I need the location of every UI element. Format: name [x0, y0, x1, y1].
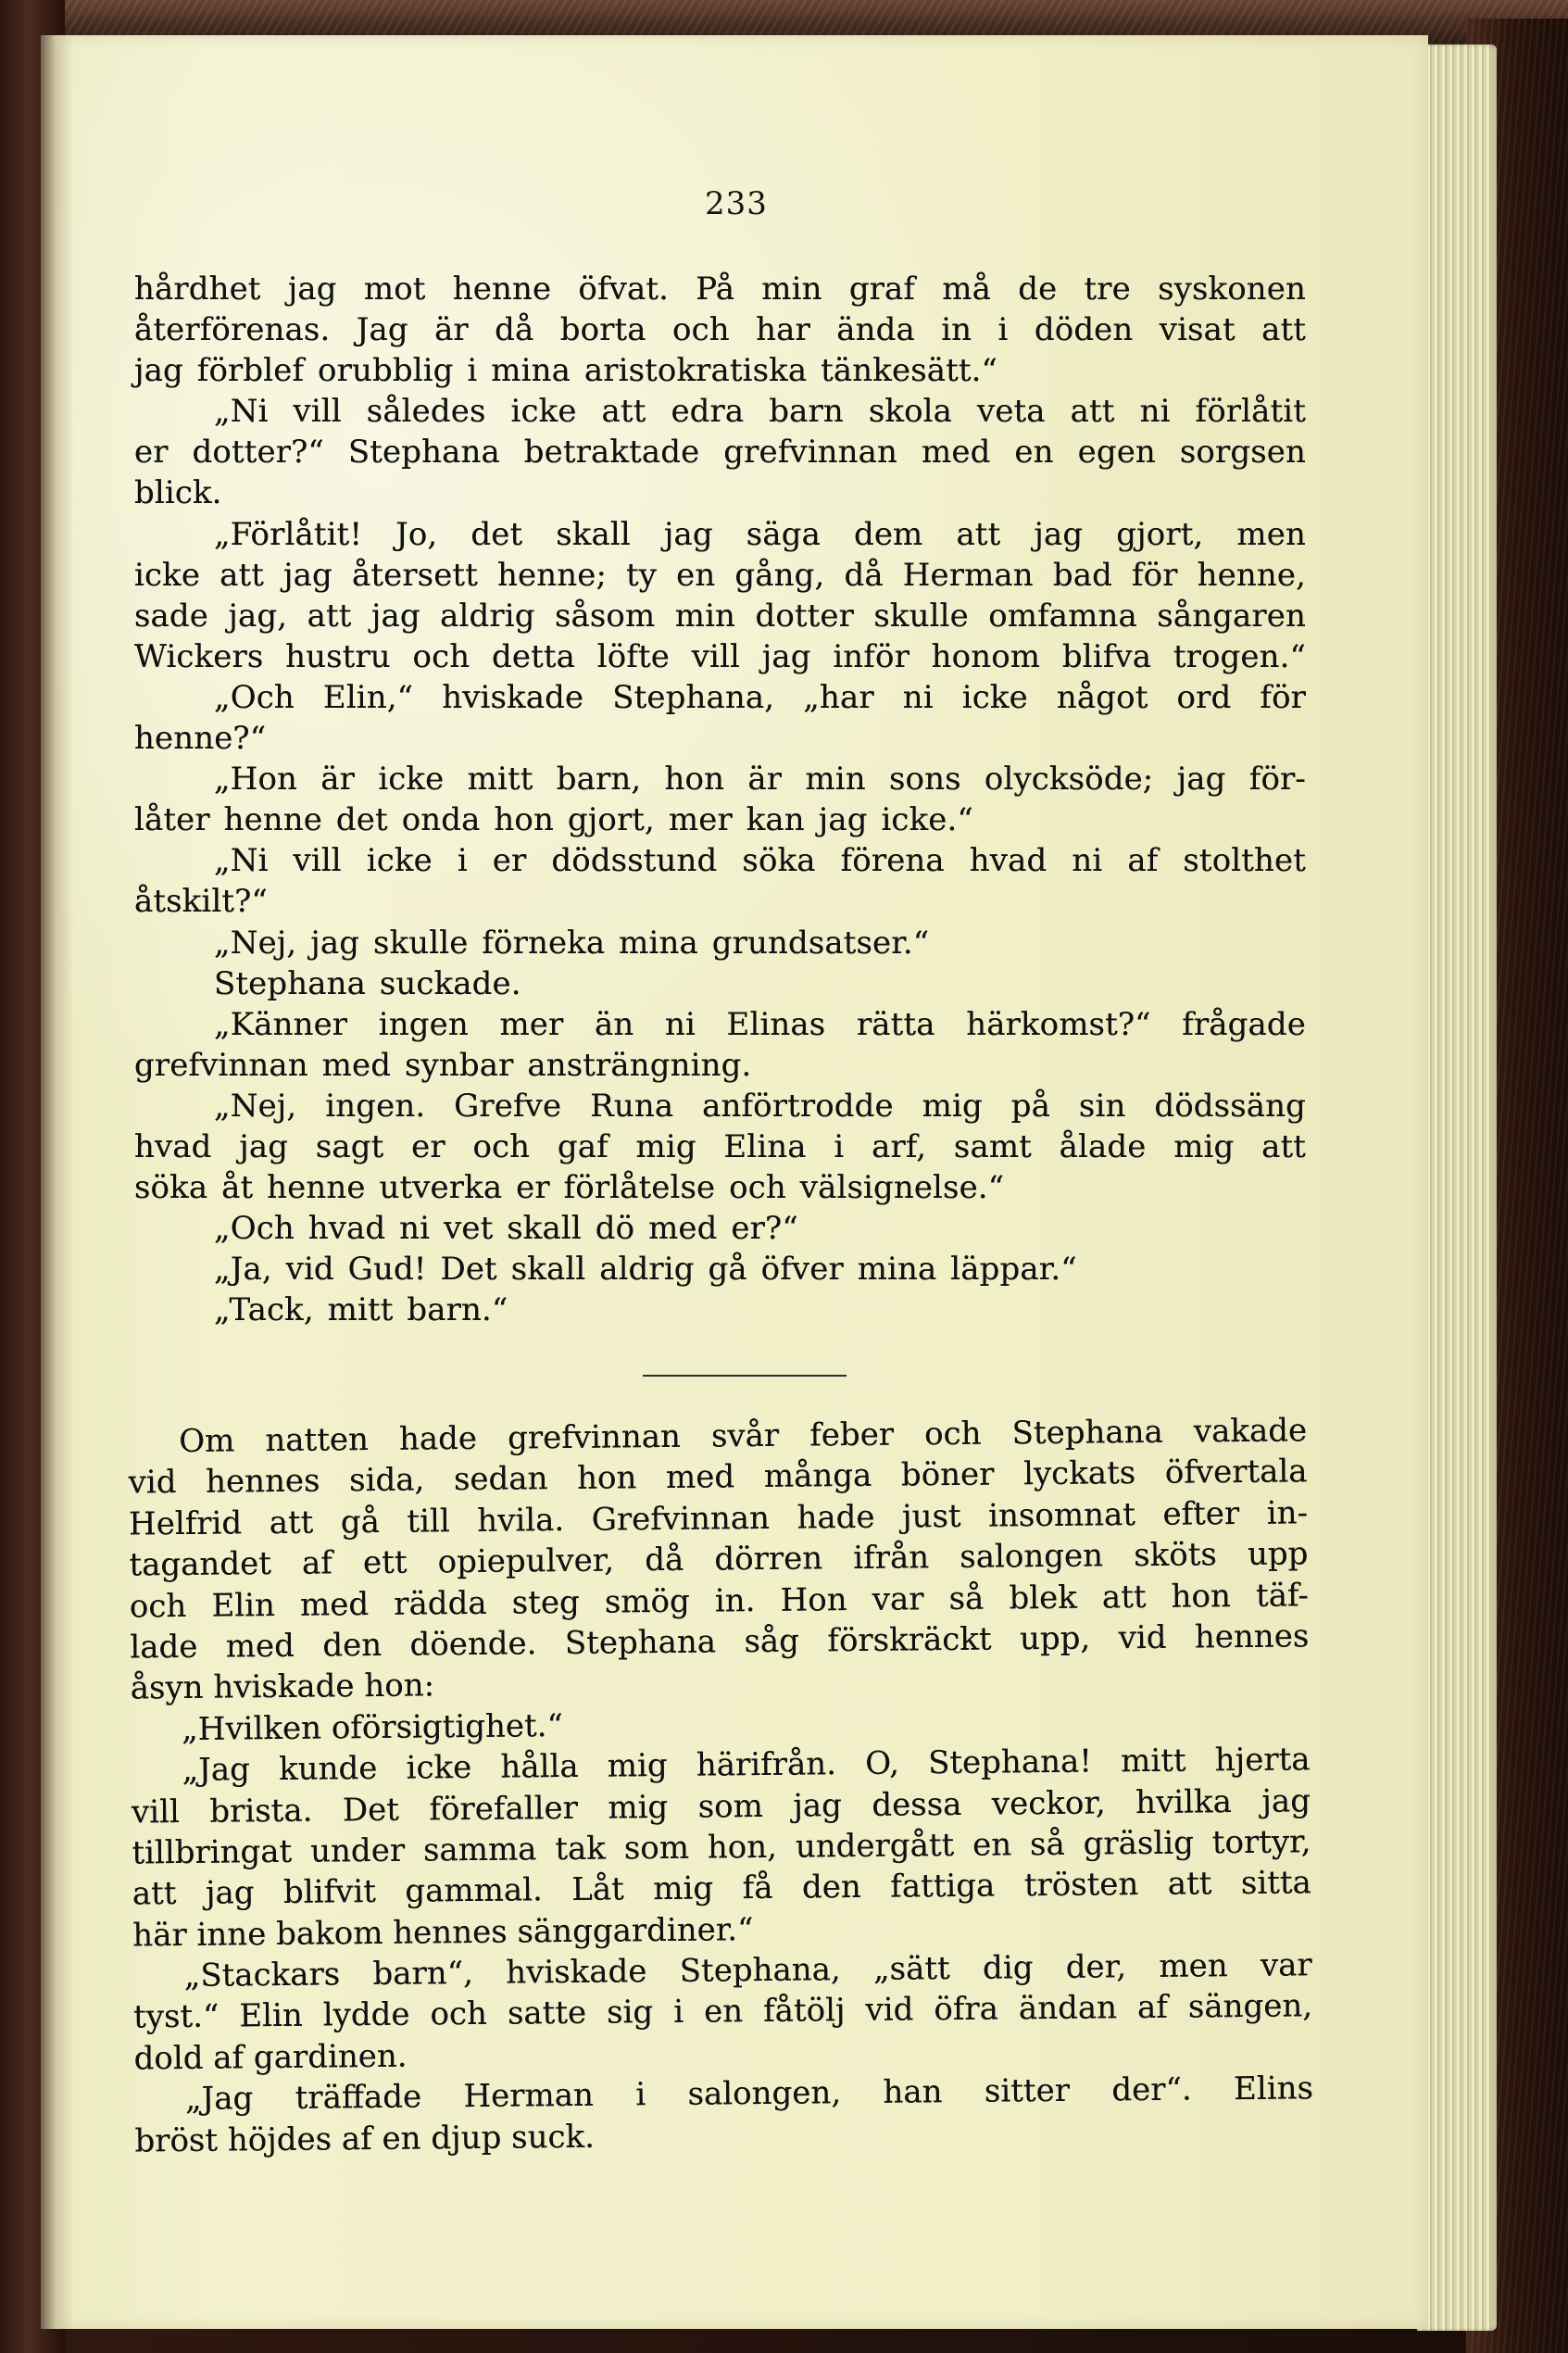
text-line: „Och hvad ni vet skall dö med er?“: [214, 1210, 798, 1248]
text-line: tillbringat under samma tak som hon, undergått en så gräslig tortyr,: [132, 1823, 1311, 1872]
text-line: sade jag, att jag aldrig såsom min dotter skulle omfamna sångaren: [134, 597, 1306, 635]
text-line: „Och Elin,“ hviskade Stephana, „har ni icke något ord för: [214, 678, 1306, 716]
page-edges: [1417, 44, 1497, 2331]
text-line: söka åt henne utverka er förlåtelse och välsignelse.“: [134, 1169, 1005, 1207]
text-line: blick.: [134, 474, 222, 512]
text-line: „Nej, ingen. Grefve Runa anförtrodde mig på sin dödssäng: [214, 1087, 1306, 1125]
text-line: „Nej, jag skulle förneka mina grundsatser.“: [214, 924, 930, 962]
upper-text-block: [134, 269, 1306, 1330]
text-line: „Hvilken oförsigtighet.“: [182, 1706, 564, 1748]
text-line: Stephana suckade.: [214, 964, 521, 1002]
text-line: icke att jag återsett henne; ty en gång, då Herman bad för henne,: [134, 556, 1306, 594]
text-line: bröst höjdes af en djup suck.: [134, 2118, 596, 2160]
text-line: återförenas. Jag är då borta och har ända in i döden visat att: [134, 311, 1306, 349]
text-line: lade med den döende. Stephana såg förskräckt upp, vid hennes: [130, 1617, 1310, 1667]
text-line: dold af gardinen.: [133, 2037, 408, 2078]
text-line: och Elin med rädda steg smög in. Hon var så blek att hon täf-: [129, 1576, 1310, 1626]
text-line: „Ni vill icke i er dödsstund söka förena hvad ni af stolthet: [214, 842, 1306, 880]
text-line: Wickers hustru och detta löfte vill jag inför honom blifva trogen.“: [134, 637, 1306, 675]
section-separator: [643, 1375, 847, 1377]
text-line: er dotter?“ Stephana betraktade grefvinnan med en egen sorgsen: [134, 434, 1306, 472]
text-line: låter henne det onda hon gjort, mer kan jag icke.“: [134, 801, 973, 839]
text-line: „Hon är icke mitt barn, hon är min sons olycksöde; jag för-: [214, 761, 1306, 799]
text-line: „Jag kunde icke hålla mig härifrån. O, Stephana! mitt hjerta: [182, 1741, 1311, 1790]
text-line: grefvinnan med synbar ansträngning.: [134, 1046, 752, 1084]
text-line: att jag blifvit gammal. Låt mig få den fattiga trösten att sitta: [132, 1864, 1312, 1913]
text-line: tyst.“ Elin lydde och satte sig i en fåtölj vid öfra ändan af sängen,: [132, 1987, 1313, 2036]
text-line: tagandet af ett opiepulver, då dörren ifrån salongen sköts upp: [129, 1535, 1309, 1584]
text-line: „Jag träffade Herman i salongen, han sitter der“. Elins: [184, 2070, 1314, 2119]
text-line: „Förlåtit! Jo, det skall jag säga dem att jag gjort, men: [214, 515, 1306, 553]
text-line: hårdhet jag mot henne öfvat. På min graf må de tre syskonen: [134, 271, 1306, 308]
text-line: „Känner ingen mer än ni Elinas rätta härkomst?“ frågade: [214, 1005, 1306, 1043]
text-line: vill brista. Det förefaller mig som jag dessa veckor, hvilka jag: [131, 1781, 1311, 1831]
text-line: Om natten hade grefvinnan svår feber och Stephana vakade: [179, 1412, 1308, 1460]
text-line: „Tack, mitt barn.“: [214, 1291, 508, 1329]
text-line: vid hennes sida, sedan hon med många böner lyckats öfvertala: [128, 1453, 1308, 1502]
text-line: hvad jag sagt er och gaf mig Elina i arf, samt ålade mig att: [134, 1127, 1306, 1165]
text-line: Helfrid att gå till hvila. Grefvinnan hade just insomnat efter in-: [128, 1494, 1309, 1543]
text-line: „Ni vill således icke att edra barn skola veta att ni förlåtit: [214, 393, 1306, 431]
text-line: jag förblef orubblig i mina aristokratiska tänkesätt.“: [134, 352, 998, 390]
paper-page: [41, 35, 1428, 2329]
text-line: „Ja, vid Gud! Det skall aldrig gå öfver mina läppar.“: [214, 1251, 1077, 1289]
lower-text-block: [128, 1410, 1314, 2161]
text-line: åsyn hviskade hon:: [130, 1667, 435, 1707]
page-number: 233: [705, 185, 768, 222]
text-line: här inne bakom hennes sänggardiner.“: [132, 1910, 754, 1955]
text-line: åtskilt?“: [134, 883, 268, 921]
text-line: „Stackars barn“, hviskade Stephana, „sätt dig der, men var: [183, 1946, 1312, 1995]
text-line: henne?“: [134, 720, 267, 758]
